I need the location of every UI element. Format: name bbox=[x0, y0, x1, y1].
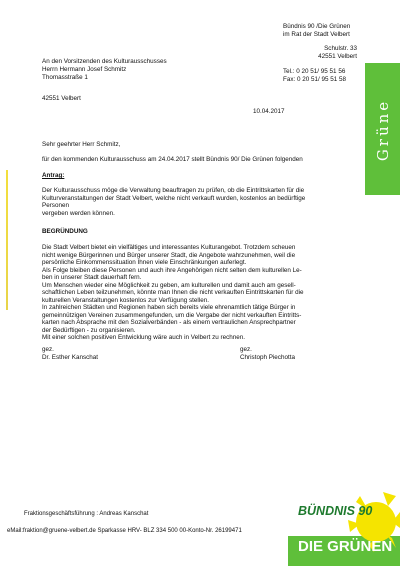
antrag-body bbox=[42, 187, 305, 217]
begruendung-line: In zahlreichen Städten und Regionen haben sich bereits viele ehrenamtlich tätige Bürger in bbox=[42, 304, 296, 311]
party-logo bbox=[288, 492, 400, 566]
begruendung-line: Die Stadt Velbert bietet ein vielfältiges und interessantes Kulturangebot. Trotzdem scheuen bbox=[42, 244, 296, 251]
begruendung-line: der Bedürftigen - zu organisieren. bbox=[42, 326, 136, 334]
begruendung-line: Um Menschen wieder eine Möglichkeit zu geben, am kulturellen und damit auch am gesell- bbox=[42, 281, 296, 289]
begruendung-line: Als Folge bleiben diese Personen und auch ihre Angehörigen nicht selten dem kulturellen Le- bbox=[42, 266, 302, 274]
signature-gez-1: gez. bbox=[42, 346, 54, 353]
begruendung-line: kulturellen Veranstaltungen kostenlos zur Verfügung stellen. bbox=[42, 296, 209, 304]
signature-gez-2: gez. bbox=[240, 346, 252, 353]
begruendung-body bbox=[42, 244, 303, 342]
party-street: Schulstr. 33 bbox=[324, 45, 357, 52]
recipient-line-1: An den Vorsitzenden des Kulturausschusses bbox=[42, 58, 167, 65]
antrag-line: vergeben werden können. bbox=[42, 209, 115, 217]
begruendung-line: gemeinnützigen Vereinen zusammengefunden, um die Vergabe der nicht verkauften Eintritts- bbox=[42, 311, 302, 319]
recipient-line-2: Herrn Hermann Josef Schmitz bbox=[42, 66, 127, 73]
party-name: Bündnis 90 /Die Grünen bbox=[283, 23, 351, 30]
salutation: Sehr geehrter Herr Schmitz, bbox=[42, 141, 121, 148]
footer-management: Fraktionsgeschäftsführung : Andreas Kanschat bbox=[24, 511, 149, 517]
signature-name-1: Dr. Esther Kanschat bbox=[42, 354, 98, 361]
recipient-line-3: Thomasstraße 1 bbox=[42, 74, 88, 81]
intro-text: für den kommenden Kulturausschuss am 24.04.2017 stellt Bündnis 90/ Die Grünen folgenden bbox=[42, 156, 303, 163]
yellow-margin-line bbox=[6, 170, 8, 310]
party-fax: Fax: 0 20 51/ 95 51 58 bbox=[283, 76, 347, 83]
begruendung-line: ben in unserer Stadt dauerhaft fern. bbox=[42, 274, 142, 281]
footer-contact: eMail:fraktion@gruene-velbert.de Sparkasse HRV- BLZ 334 500 00-Konto-Nr. 26199471 bbox=[7, 528, 242, 534]
antrag-line: Der Kulturausschuss möge die Verwaltung beauftragen zu prüfen, ob die Eintrittskarten für die bbox=[42, 187, 305, 194]
recipient-line-4: 42551 Velbert bbox=[42, 95, 81, 102]
side-band-text: Grüne bbox=[374, 98, 393, 162]
antrag-line: Personen bbox=[42, 202, 69, 209]
begruendung-heading: BEGRÜNDUNG bbox=[42, 228, 88, 235]
party-tel: Tel.: 0 20 51/ 95 51 56 bbox=[283, 68, 346, 75]
logo-line-1: BÜNDNIS 90 bbox=[298, 504, 373, 518]
begruendung-line: persönliche Einkommenssituation Ihnen viele Einschränkungen auferlegt. bbox=[42, 259, 247, 266]
signature-name-2: Christoph Piechotta bbox=[240, 354, 295, 361]
party-city: 42551 Velbert bbox=[318, 53, 357, 60]
antrag-heading: Antrag: bbox=[42, 172, 65, 179]
begruendung-line: schaftlichen Leben teilzunehmen, könnte man Ihnen die nicht verkauften Eintrittskarten für die bbox=[42, 289, 304, 296]
begruendung-line: karten nach Absprache mit den Sozialverbänden - als einem vertraulichen Ansprechpartner bbox=[42, 319, 296, 326]
antrag-line: Kulturveranstaltungen der Stadt Velbert, welche nicht verkauft wurden, kostenlos an bedürftige bbox=[42, 194, 306, 202]
begruendung-line: Mit einer solchen positiven Entwicklung wäre auch in Velbert zu rechnen. bbox=[42, 334, 246, 341]
letter-date: 10.04.2017 bbox=[253, 108, 285, 115]
begruendung-line: nicht wenige Bürgerinnen und Bürger unserer Stadt, die Angebote wahrzunehmen, weil die bbox=[42, 251, 296, 259]
party-council: im Rat der Stadt Velbert bbox=[283, 31, 350, 38]
logo-line-2: DIE GRÜNEN bbox=[298, 538, 393, 555]
